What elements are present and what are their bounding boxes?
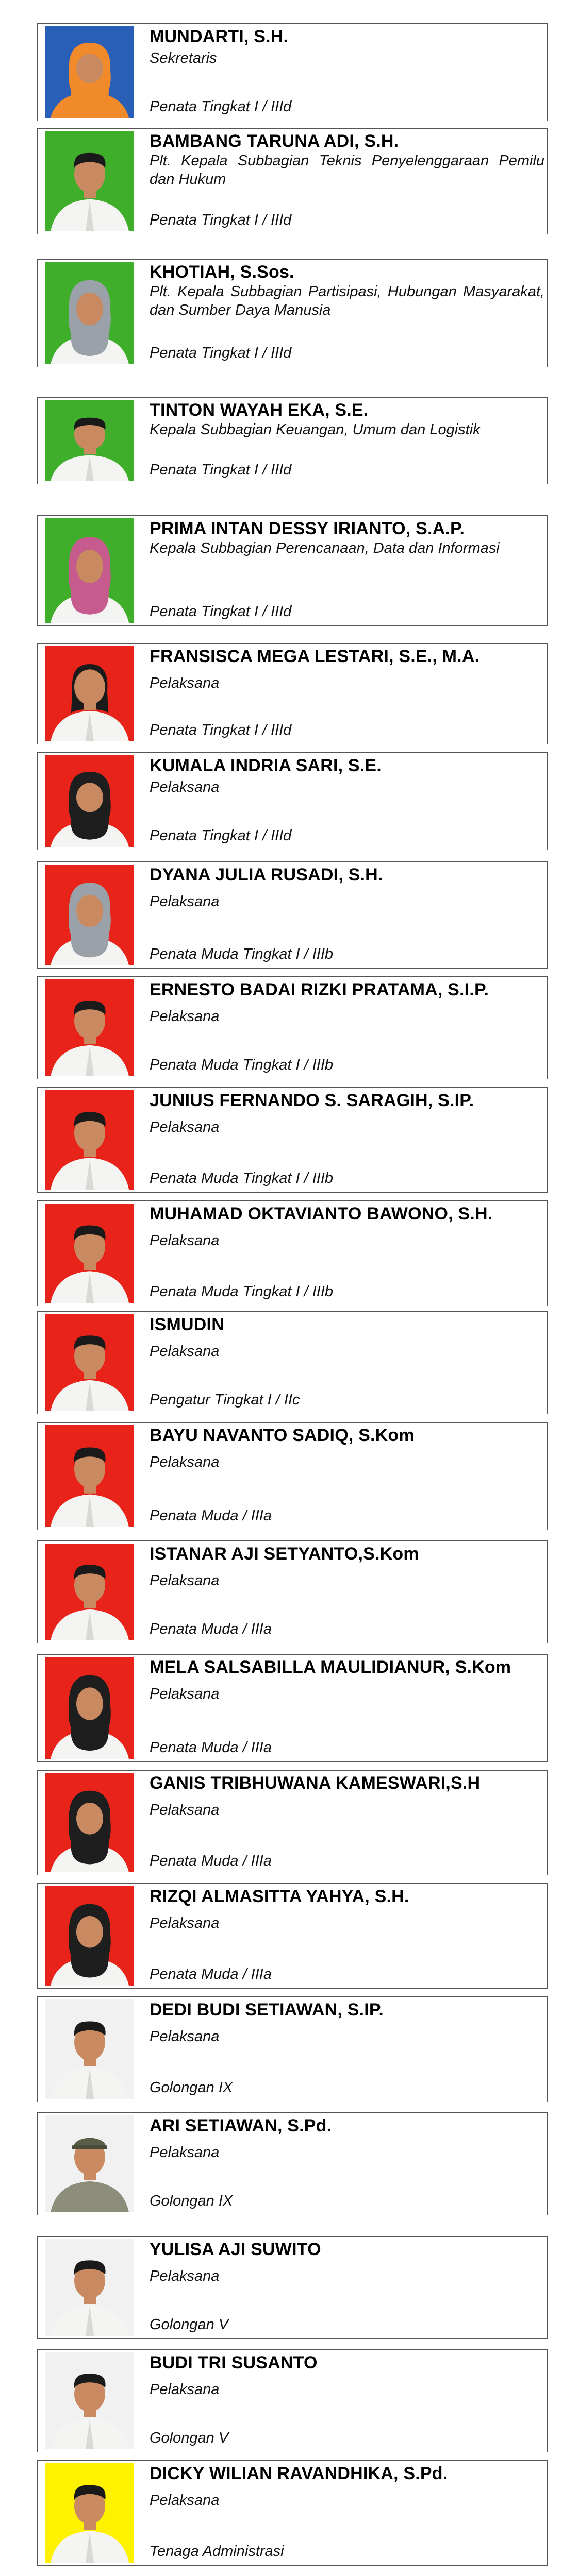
staff-rank: Penata Muda Tingkat I / IIIb [150, 1057, 334, 1073]
staff-info [150, 1425, 544, 1528]
staff-info [150, 1999, 544, 2100]
staff-rank: Penata Muda / IIIa [150, 1621, 272, 1637]
staff-photo [45, 1544, 134, 1640]
staff-info [150, 755, 544, 848]
staff-photo [45, 400, 134, 481]
staff-role: Pelaksana [150, 1343, 220, 1360]
staff-role: Pelaksana [150, 1572, 220, 1589]
staff-role: Sekretaris [150, 50, 217, 66]
staff-info [150, 865, 544, 967]
staff-name: ERNESTO BADAI RIZKI PRATAMA, S.I.P. [150, 980, 489, 999]
staff-info [150, 26, 544, 119]
staff-entry [37, 1770, 548, 1875]
staff-photo [45, 1999, 134, 2099]
staff-info [150, 979, 544, 1077]
photo-cell [37, 1540, 143, 1643]
staff-role: Pelaksana [150, 1686, 220, 1702]
staff-entry [37, 1540, 548, 1643]
staff-name: DYANA JULIA RUSADI, S.H. [150, 865, 383, 885]
staff-entry [37, 752, 548, 850]
staff-info [150, 1090, 544, 1191]
photo-cell [37, 752, 143, 850]
staff-photo [45, 26, 134, 118]
staff-role: Pelaksana [150, 2268, 220, 2284]
staff-entry [37, 1311, 548, 1414]
staff-info [150, 1657, 544, 1760]
staff-name: PRIMA INTAN DESSY IRIANTO, S.A.P. [150, 519, 465, 538]
staff-rank: Penata Tingkat I / IIId [150, 212, 292, 228]
photo-cell [37, 1422, 143, 1530]
staff-entry [37, 128, 548, 234]
staff-rank: Tenaga Administrasi [150, 2543, 284, 2560]
staff-role: Pelaksana [150, 1008, 220, 1025]
staff-photo [45, 1773, 134, 1872]
photo-cell [37, 1311, 143, 1414]
photo-cell [37, 259, 143, 367]
photo-cell [37, 2112, 143, 2215]
staff-rank: Penata Muda / IIIa [150, 1966, 272, 1982]
staff-photo [45, 1425, 134, 1527]
staff-role: Pelaksana [150, 1802, 220, 1818]
staff-name: YULISA AJI SUWITO [150, 2240, 321, 2259]
staff-photo [45, 1314, 134, 1411]
staff-name: DEDI BUDI SETIAWAN, S.IP. [150, 2000, 384, 2020]
staff-role: Pelaksana [150, 2381, 220, 2398]
staff-rank: Penata Muda Tingkat I / IIIb [150, 1170, 334, 1187]
staff-entry [37, 1654, 548, 1762]
staff-photo [45, 2115, 134, 2212]
photo-cell [37, 1654, 143, 1762]
staff-info [150, 646, 544, 742]
staff-name: FRANSISCA MEGA LESTARI, S.E., M.A. [150, 647, 480, 666]
staff-entry [37, 2349, 548, 2452]
staff-entry [37, 861, 548, 969]
staff-rank: Penata Tingkat I / IIId [150, 98, 292, 115]
staff-entry [37, 643, 548, 744]
staff-photo [45, 646, 134, 741]
photo-cell [37, 128, 143, 234]
staff-photo [45, 865, 134, 965]
staff-name: ISMUDIN [150, 1315, 224, 1334]
staff-entry [37, 23, 548, 121]
photo-cell [37, 2236, 143, 2339]
staff-rank: Golongan V [150, 2430, 229, 2446]
staff-info [150, 518, 544, 624]
staff-photo [45, 1886, 134, 1986]
staff-info [150, 262, 544, 365]
staff-info [150, 1204, 544, 1304]
staff-entry [37, 397, 548, 484]
staff-photo [45, 1204, 134, 1303]
photo-cell [37, 397, 143, 484]
staff-name: MUHAMAD OKTAVIANTO BAWONO, S.H. [150, 1204, 493, 1224]
staff-entry [37, 1996, 548, 2102]
staff-photo [45, 2463, 134, 2563]
staff-info [150, 131, 544, 232]
staff-rank: Golongan V [150, 2316, 229, 2333]
staff-entry [37, 2236, 548, 2339]
staff-role: Pelaksana [150, 893, 220, 910]
staff-role: Kepala Subbagian Keuangan, Umum dan Logistik [150, 421, 481, 438]
staff-entry [37, 1087, 548, 1193]
staff-role: Pelaksana [150, 1119, 220, 1136]
staff-name: BAMBANG TARUNA ADI, S.H. [150, 131, 399, 151]
staff-entry [37, 2112, 548, 2215]
staff-rank: Penata Tingkat I / IIId [150, 462, 292, 478]
staff-rank: Penata Tingkat I / IIId [150, 345, 292, 361]
photo-cell [37, 23, 143, 121]
staff-name: ARI SETIAWAN, S.Pd. [150, 2116, 332, 2136]
photo-cell [37, 1996, 143, 2102]
staff-rank: Penata Tingkat I / IIId [150, 722, 292, 738]
staff-name: ISTANAR AJI SETYANTO,S.Kom [150, 1544, 419, 1564]
staff-entry [37, 976, 548, 1079]
staff-role: Pelaksana [150, 675, 220, 691]
staff-rank: Penata Muda / IIIa [150, 1739, 272, 1756]
photo-cell [37, 976, 143, 1079]
staff-photo [45, 2352, 134, 2449]
staff-photo [45, 518, 134, 623]
staff-role: Pelaksana [150, 1454, 220, 1470]
staff-name: GANIS TRIBHUWANA KAMESWARI,S.H [150, 1773, 481, 1793]
staff-name: KUMALA INDRIA SARI, S.E. [150, 756, 382, 775]
staff-rank: Golongan IX [150, 2079, 233, 2096]
staff-rank: Penata Muda / IIIa [150, 1507, 272, 1524]
staff-photo [45, 262, 134, 364]
photo-cell [37, 1883, 143, 1989]
staff-role: Pelaksana [150, 1232, 220, 1249]
staff-photo [45, 1090, 134, 1190]
staff-role: Plt. Kepala Subbagian Partisipasi, Hubungan Masyarakat, dan Sumber Daya Manusia [150, 283, 544, 318]
staff-rank: Penata Tingkat I / IIId [150, 827, 292, 844]
staff-info [150, 2463, 544, 2564]
staff-role: Plt. Kepala Subbagian Teknis Penyelenggaraan Pemilu dan Hukum [150, 152, 544, 188]
staff-name: TINTON WAYAH EKA, S.E. [150, 400, 369, 420]
staff-role: Pelaksana [150, 2144, 220, 2161]
staff-entry [37, 1422, 548, 1530]
staff-name: RIZQI ALMASITTA YAHYA, S.H. [150, 1887, 409, 1906]
staff-name: BUDI TRI SUSANTO [150, 2353, 318, 2372]
photo-cell [37, 515, 143, 626]
staff-rank: Pengatur Tingkat I / IIc [150, 1392, 300, 1408]
photo-cell [37, 1770, 143, 1875]
staff-photo [45, 979, 134, 1076]
photo-cell [37, 861, 143, 969]
staff-rank: Penata Muda Tingkat I / IIIb [150, 1283, 334, 1300]
staff-info [150, 1886, 544, 1987]
staff-rank: Penata Tingkat I / IIId [150, 603, 292, 620]
staff-info [150, 1314, 544, 1412]
staff-photo [45, 755, 134, 847]
staff-info [150, 1544, 544, 1641]
staff-name: BAYU NAVANTO SADIQ, S.Kom [150, 1426, 415, 1445]
staff-entry [37, 259, 548, 367]
staff-info [150, 2352, 544, 2450]
staff-info [150, 2115, 544, 2213]
photo-cell [37, 643, 143, 744]
staff-entry [37, 1200, 548, 1306]
staff-photo [45, 131, 134, 231]
staff-rank: Golongan IX [150, 2193, 233, 2209]
staff-name: KHOTIAH, S.Sos. [150, 262, 294, 282]
staff-name: DICKY WILIAN RAVANDHIKA, S.Pd. [150, 2464, 448, 2483]
staff-info [150, 1773, 544, 1873]
staff-rank: Penata Muda / IIIa [150, 1853, 272, 1869]
staff-role: Pelaksana [150, 2492, 220, 2509]
staff-name: MUNDARTI, S.H. [150, 27, 289, 46]
staff-info [150, 2239, 544, 2337]
staff-entry [37, 2460, 548, 2566]
staff-role: Pelaksana [150, 779, 220, 795]
staff-role: Kepala Subbagian Perencanaan, Data dan Informasi [150, 540, 500, 556]
staff-role: Pelaksana [150, 1915, 220, 1931]
staff-rank: Penata Muda Tingkat I / IIIb [150, 946, 334, 962]
photo-cell [37, 2460, 143, 2566]
photo-cell [37, 2349, 143, 2452]
staff-info [150, 400, 544, 482]
staff-photo [45, 1657, 134, 1759]
staff-entry [37, 1883, 548, 1989]
photo-cell [37, 1200, 143, 1306]
staff-entry [37, 515, 548, 626]
staff-role: Pelaksana [150, 2028, 220, 2045]
staff-photo [45, 2239, 134, 2336]
photo-cell [37, 1087, 143, 1193]
staff-name: MELA SALSABILLA MAULIDIANUR, S.Kom [150, 1657, 511, 1677]
staff-name: JUNIUS FERNANDO S. SARAGIH, S.IP. [150, 1091, 474, 1110]
